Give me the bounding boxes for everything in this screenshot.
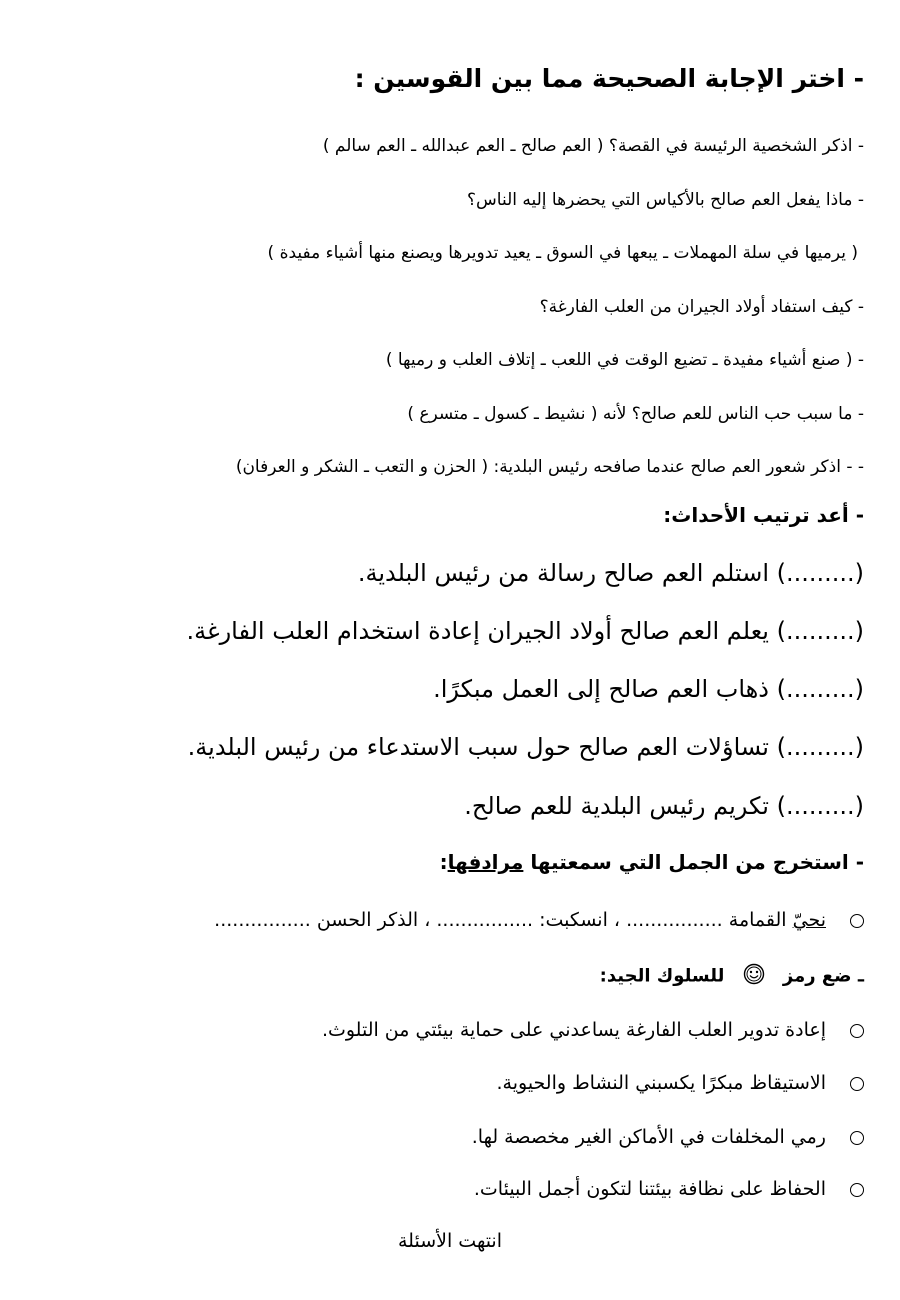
section2-title: - أعد ترتيب الأحداث: xyxy=(663,503,864,527)
footer-end-note: انتهت الأسئلة xyxy=(398,1230,502,1252)
order-item-2: (.........) يعلم العم صالح أولاد الجيران إعادة استخدام العلب الفارغة. xyxy=(186,617,864,645)
behavior-item-2 xyxy=(496,1072,864,1094)
bullet-icon xyxy=(850,1183,864,1197)
synonym-word-1: نحيّ xyxy=(792,909,826,931)
bullet-icon xyxy=(850,1077,864,1091)
behavior-text: رمي المخلفات في الأماكن الغير مخصصة لها. xyxy=(471,1126,826,1148)
section3-title-colon: : xyxy=(439,850,448,874)
smiley-icon xyxy=(743,963,765,990)
question-3: - كيف استفاد أولاد الجيران من العلب الفارغة؟ xyxy=(539,297,864,317)
behavior-item-1 xyxy=(322,1019,864,1041)
behavior-item-4 xyxy=(474,1178,864,1200)
bullet-icon xyxy=(850,914,864,928)
order-item-1: (.........) استلم العم صالح رسالة من رئيس البلدية. xyxy=(357,559,864,587)
synonyms-rest: القمامة ................ ، انسكبت: ................ ، الذكر الحسن ................ xyxy=(214,909,793,931)
section4-title xyxy=(600,963,864,990)
question-3-options: - ( صنع أشياء مفيدة ـ تضيع الوقت في اللعب ـ إتلاف العلب و رميها ) xyxy=(385,350,864,370)
section3-title-underlined: مرادفها xyxy=(447,850,524,874)
question-2: - ماذا يفعل العم صالح بالأكياس التي يحضرها إليه الناس؟ xyxy=(466,190,864,210)
synonyms-line xyxy=(214,909,864,931)
order-item-4: (.........) تساؤلات العم صالح حول سبب الاستدعاء من رئيس البلدية. xyxy=(187,733,864,761)
section4-title-start: ـ ضع رمز xyxy=(782,965,864,987)
behavior-text: الاستيقاظ مبكرًا يكسبني النشاط والحيوية. xyxy=(496,1072,826,1094)
bullet-icon xyxy=(850,1024,864,1038)
question-4: - ما سبب حب الناس للعم صالح؟ لأنه ( نشيط ـ كسول ـ متسرع ) xyxy=(407,404,864,424)
behavior-text: الحفاظ على نظافة بيئتنا لتكون أجمل البيئات. xyxy=(473,1178,826,1200)
section3-title-text: - استخرج من الجمل التي سمعتيها xyxy=(523,850,864,874)
section1-title: - اختر الإجابة الصحيحة مما بين القوسين : xyxy=(354,64,864,93)
question-1: - اذكر الشخصية الرئيسة في القصة؟ ( العم صالح ـ العم عبدالله ـ العم سالم ) xyxy=(322,136,864,156)
section4-title-end: للسلوك الجيد: xyxy=(599,965,725,987)
question-5: - - اذكر شعور العم صالح عندما صافحه رئيس البلدية: ( الحزن و التعب ـ الشكر و العرفان) xyxy=(235,457,864,477)
question-2-options: ( يرميها في سلة المهملات ـ يبعها في السوق ـ يعيد تدويرها ويصنع منها أشياء مفيدة ) xyxy=(267,243,858,263)
behavior-text: إعادة تدوير العلب الفارغة يساعدني على حماية بيئتي من التلوث. xyxy=(321,1019,826,1041)
section3-title xyxy=(440,850,864,874)
behavior-item-3 xyxy=(472,1126,864,1148)
order-item-3: (.........) ذهاب العم صالح إلى العمل مبكرًا. xyxy=(433,675,864,703)
bullet-icon xyxy=(850,1131,864,1145)
order-item-5: (.........) تكريم رئيس البلدية للعم صالح. xyxy=(464,792,864,820)
